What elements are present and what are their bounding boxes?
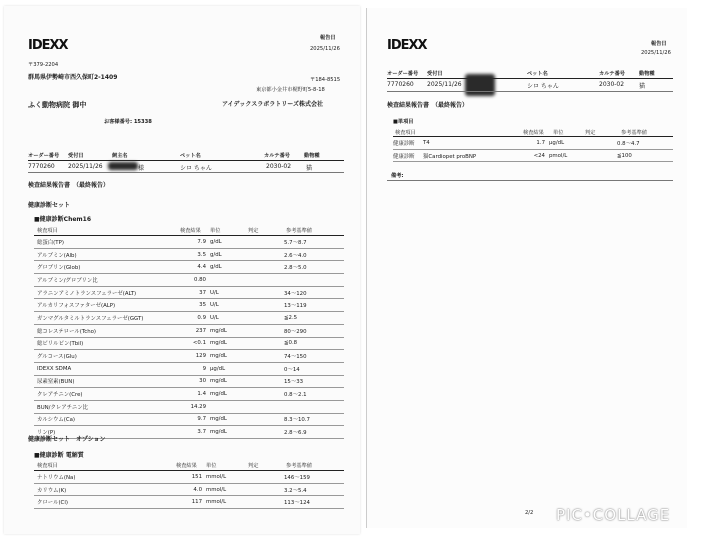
table-cell: 5.7〜8.7 [284,236,344,248]
table-cell: アルブミン(Alb) [34,248,188,261]
table-cell [583,149,617,162]
table-cell: 1.4 [188,388,210,401]
table-row [34,496,344,509]
table-cell [250,261,284,274]
col-header-item: 検査項目 [37,463,58,469]
clinic-postal: 〒379-2204 [28,62,59,68]
table-cell [250,299,284,312]
table-cell: カリウム(K) [34,483,184,496]
clinic-name: ふく動物病院 御中 [28,101,87,109]
lab-address: 東京都小金井市梶野町5-8-18 [256,87,325,93]
table-cell: 151 [184,471,206,483]
table-row [34,400,344,413]
table-cell [250,426,284,439]
table-cell: 8.3〜10.7 [284,413,344,426]
table-cell: リン(P) [34,426,188,439]
table-cell [250,483,284,496]
table-cell: 15〜33 [284,375,344,388]
report-page-1 [4,6,360,534]
order-no: 7770260 [387,81,414,88]
table-row [34,388,344,401]
table-cell: mg/dL [210,426,250,439]
table-cell: 146〜159 [284,471,344,483]
order-header-order-no: オーダー番号 [387,71,419,77]
table-cell: 1.7 [519,137,549,149]
table-row [34,286,344,299]
table-row [34,350,344,363]
table-cell: 総コレステロール(Tcho) [34,324,188,337]
col-header-result: 検査結果 [180,228,201,234]
chart-number: 2030-02 [266,163,292,170]
table-cell [250,350,284,363]
table-cell [250,388,284,401]
report-page-2 [366,8,687,528]
table-row [34,312,344,325]
report-date: 2025/11/26 [641,50,671,56]
table-row [34,471,344,483]
lab-postal: 〒184-8515 [310,77,341,83]
table-cell: 2.8〜5.0 [284,261,344,274]
table-cell [250,248,284,261]
table-row [34,274,344,287]
report-title: 検査結果報告書 （最終報告） [387,102,469,109]
col-header-reference: 参考基準値 [286,463,312,469]
table-cell: mg/dL [210,350,250,363]
col-header-judgement: 判定 [585,130,596,136]
table-cell: アルブミン/グロブリン比 [34,274,188,287]
col-header-item: 検査項目 [395,130,416,136]
table-cell: 総蛋白(TP) [34,236,188,248]
table-cell: グルコース(Glu) [34,350,188,363]
table-cell [250,274,284,287]
species: 猫 [306,165,313,172]
col-header-result: 検査結果 [523,130,544,136]
report-date: 2025/11/26 [310,46,340,52]
table-cell: 0.9 [188,312,210,325]
remarks-label: 備考: [391,173,404,179]
table-cell: 9 [188,362,210,375]
table-cell: g/dL [210,236,250,248]
table-cell [250,375,284,388]
order-header-species: 動物種 [639,71,655,77]
table-row [34,337,344,350]
table-cell: 37 [188,286,210,299]
idexx-logo: IDEXX [387,38,427,53]
table-cell: mg/dL [210,337,250,350]
table-cell [284,274,344,287]
order-header-chart-no: カルテ番号 [264,153,290,159]
clinic-address: 群馬県伊勢崎市西久保町2-1409 [28,74,118,81]
lab-name: アイデックスラボラトリーズ株式会社 [222,101,323,108]
pet-name: シロ ちゃん [527,83,559,90]
pet-name: シロ ちゃん [180,165,212,172]
divider [387,78,673,79]
table-row [393,137,673,149]
table-cell: U/L [210,286,250,299]
table-cell: 14.29 [188,400,210,413]
order-header-received: 受付日 [427,71,443,77]
table-cell: ガンマグルタミルトランスフェラーゼ(GGT) [34,312,188,325]
order-header-received: 受付日 [68,153,84,159]
set-title: 健康診断セット [28,202,71,209]
table-cell: pmol/L [549,149,583,162]
table-row [34,248,344,261]
col-header-unit: 単位 [206,463,217,469]
table-cell: <0.1 [188,337,210,350]
pic-collage-watermark: PIC•COLLAGE [556,506,671,524]
table-cell: 3.2〜5.4 [284,483,344,496]
order-header-species: 動物種 [304,153,320,159]
table-cell: 4.0 [184,483,206,496]
idexx-logo: IDEXX [28,38,68,53]
table-cell: アルカリフォスファターゼ(ALP) [34,299,188,312]
table-cell: 0〜14 [284,362,344,375]
table-cell [250,471,284,483]
table-row [34,299,344,312]
table-cell: 猫Cardiopet proBNP [423,149,519,162]
chem16-results-table [34,236,344,439]
table-cell: μg/dL [549,137,583,149]
table-cell: mmol/L [206,483,250,496]
col-header-unit: 単位 [553,130,564,136]
report-date-label: 報告日 [651,41,667,47]
table-cell: 237 [188,324,210,337]
table-cell: グロブリン(Glob) [34,261,188,274]
table-cell: クロール(Cl) [34,496,184,509]
panel-title: ■健康診断Chem16 [34,216,92,223]
table-row [34,375,344,388]
table-cell: IDEXX SDMA [34,362,188,375]
table-cell: <24 [519,149,549,162]
single-item-results-table [393,137,673,162]
col-header-result: 検査結果 [176,463,197,469]
table-cell [250,324,284,337]
species: 猫 [639,83,646,90]
table-cell [250,286,284,299]
table-cell: mg/dL [210,413,250,426]
table-cell: 80〜290 [284,324,344,337]
order-header-owner: 飼主名 [112,153,128,159]
table-cell [250,362,284,375]
table-cell: U/L [210,312,250,325]
divider [387,91,673,92]
table-cell: 113〜124 [284,496,344,509]
report-title: 検査結果報告書 （最終報告） [28,182,110,189]
table-row [34,413,344,426]
table-cell: 尿素窒素(BUN) [34,375,188,388]
table-cell: 117 [184,496,206,509]
col-header-reference: 参考基準値 [621,130,647,136]
table-cell: mmol/L [206,471,250,483]
table-row [393,149,673,162]
table-row [34,483,344,496]
col-header-reference: 参考基準値 [286,228,312,234]
panel-title: ■単項目 [393,119,414,125]
table-cell: 3.5 [188,248,210,261]
table-cell: 9.7 [188,413,210,426]
table-row [34,236,344,248]
table-cell: カルシウム(Ca) [34,413,188,426]
col-header-judgement: 判定 [248,228,259,234]
table-cell: BUN/クレアチニン比 [34,400,188,413]
table-cell: 4.4 [188,261,210,274]
table-cell: 13〜119 [284,299,344,312]
customer-number: お客様番号: 15338 [104,119,152,125]
col-header-item: 検査項目 [37,228,58,234]
order-header-chart-no: カルテ番号 [599,71,625,77]
redacted-owner-name [465,74,495,96]
table-cell: ≦100 [617,149,673,162]
table-cell [250,337,284,350]
table-cell [250,236,284,248]
order-no: 7770260 [28,163,55,170]
table-cell: mg/dL [210,388,250,401]
set-option-title: 健康診断セット オプション [28,436,106,443]
table-cell: 7.9 [188,236,210,248]
table-cell: g/dL [210,248,250,261]
table-cell: mg/dL [210,375,250,388]
page-number: 2/2 [525,510,534,516]
electrolyte-results-table [34,471,344,509]
table-cell: mg/dL [210,324,250,337]
received-date: 2025/11/26 [427,81,462,88]
table-cell [250,496,284,509]
divider [28,160,344,161]
table-cell: ナトリウム(Na) [34,471,184,483]
divider [387,180,673,181]
table-cell: 129 [188,350,210,363]
table-cell: 35 [188,299,210,312]
table-cell: 2.8〜6.9 [284,426,344,439]
electrolyte-panel-title: ■健康診断 電解質 [34,452,84,459]
order-header-order-no: オーダー番号 [28,153,60,159]
table-cell [210,400,250,413]
table-cell [583,137,617,149]
table-cell: ≦2.5 [284,312,344,325]
table-cell: 2.6〜4.0 [284,248,344,261]
col-header-judgement: 判定 [248,463,259,469]
table-cell [250,312,284,325]
table-cell: U/L [210,299,250,312]
table-cell: 74〜150 [284,350,344,363]
col-header-unit: 単位 [210,228,221,234]
table-cell [210,274,250,287]
table-cell: g/dL [210,261,250,274]
table-row [34,362,344,375]
table-cell [284,400,344,413]
table-cell: μg/dL [210,362,250,375]
table-cell: 健康診断 [393,149,423,162]
report-date-label: 報告日 [320,35,336,41]
table-cell: 30 [188,375,210,388]
table-cell [250,413,284,426]
table-cell: クレアチニン(Cre) [34,388,188,401]
order-header-pet: ペット名 [180,153,201,159]
table-row [34,261,344,274]
table-cell: 0.8〜4.7 [617,137,673,149]
table-cell: mmol/L [206,496,250,509]
divider [28,172,344,173]
chart-number: 2030-02 [599,81,625,88]
table-cell [250,400,284,413]
received-date: 2025/11/26 [68,163,103,170]
table-row [34,324,344,337]
table-cell: T4 [423,137,519,149]
table-cell: アラニンアミノトランスフェラーゼ(ALT) [34,286,188,299]
table-cell: 健康診断 [393,137,423,149]
order-header-pet: ペット名 [527,71,548,77]
redacted-owner-name [108,162,138,170]
table-cell: 34〜120 [284,286,344,299]
owner-suffix: 様 [138,165,145,172]
table-cell: ≦0.8 [284,337,344,350]
table-cell: 総ビリルビン(Tbil) [34,337,188,350]
table-cell: 3.7 [188,426,210,439]
table-cell: 0.80 [188,274,210,287]
table-cell: 0.8〜2.1 [284,388,344,401]
